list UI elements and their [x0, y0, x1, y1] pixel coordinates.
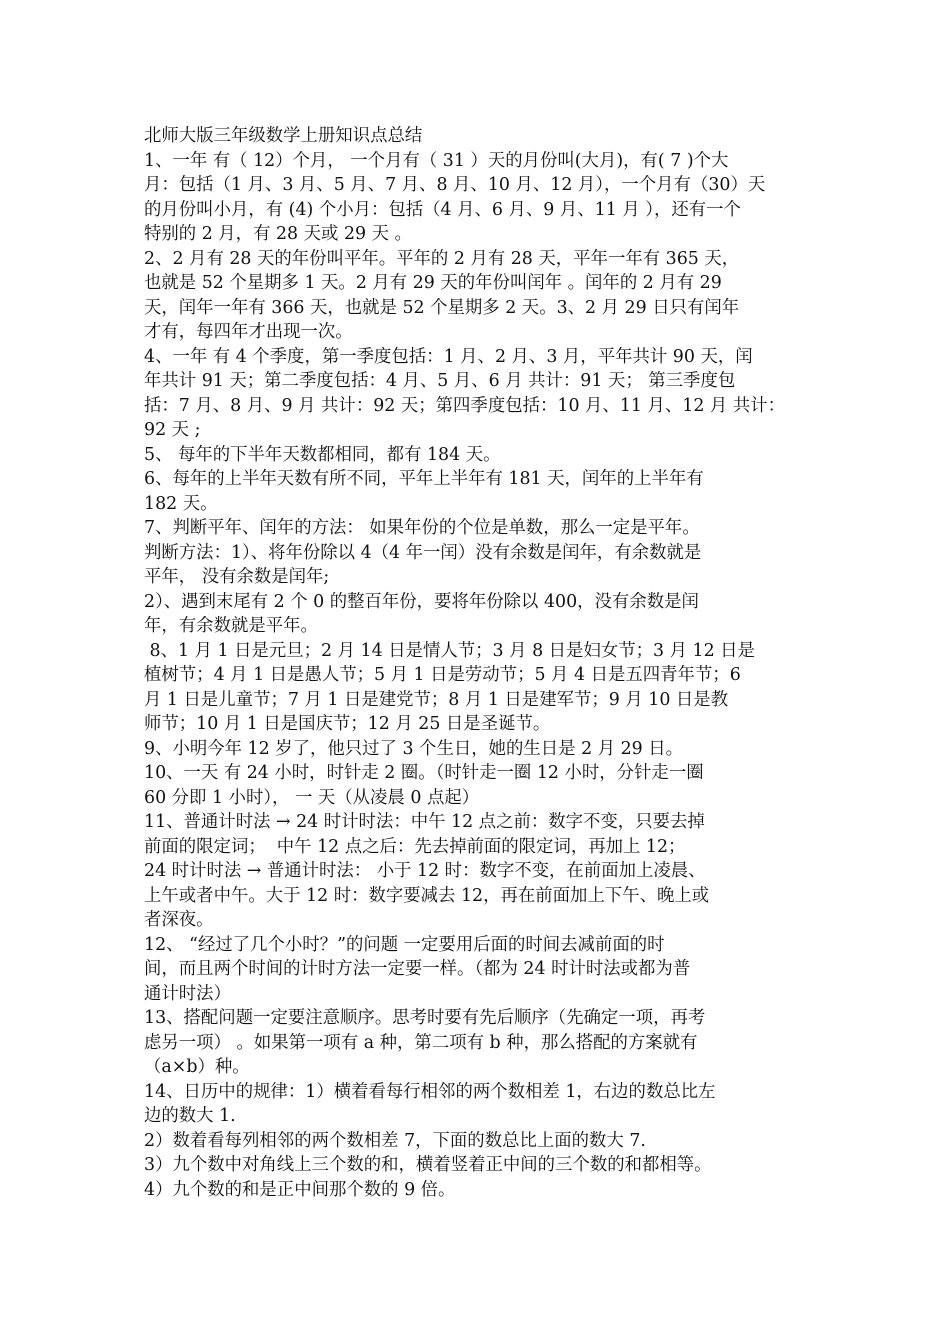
- text-line: 才有，每四年才出现一次。: [144, 322, 353, 342]
- text-line: 2、2 月有 28 天的年份叫平年。平年的 2 月有 28 天，平年一年有 365 天，: [144, 248, 740, 269]
- text-line: 上午或者中午。大于 12 时：数字要减去 12，再在前面加上下午、晚上或: [144, 885, 710, 906]
- text-line: 虑另一项） 。如果第一项有 a 种，第二项有 b 种，那么搭配的方案就有: [144, 1032, 698, 1053]
- text-line: 边的数大 1.: [144, 1106, 236, 1126]
- text-line: 24 时计时法 → 普通计时法： 小于 12 时：数字不变，在前面加上凌晨、: [144, 861, 706, 881]
- document-body: [144, 124, 816, 1202]
- text-line: 10、一天 有 24 小时，时针走 2 圈。（时针走一圈 12 小时，分针走一圈: [144, 763, 704, 783]
- text-line: 年，有余数就是平年。: [144, 616, 318, 636]
- text-line: 2）、遇到末尾有 2 个 0 的整百年份，要将年份除以 400，没有余数是闰: [144, 591, 699, 612]
- text-line: 4、一年 有 4 个季度，第一季度包括：1 月、2 月、3 月，平年共计 90 天，闰: [144, 346, 753, 367]
- text-line: 2）数着看每列相邻的两个数相差 7，下面的数总比上面的数大 7.: [144, 1130, 646, 1151]
- text-line: 间，而且两个时间的计时方法一定要一样。（都为 24 时计时法或都为普: [144, 959, 691, 979]
- text-line: 括：7 月、8 月、9 月 共计：92 天；第四季度包括：10 月、11 月、12 月 共计：: [144, 395, 786, 416]
- text-line: 4）九个数的和是正中间那个数的 9 倍。: [144, 1179, 456, 1200]
- text-line: 14、日历中的规律：1）横着看每行相邻的两个数相差 1，右边的数总比左: [144, 1081, 716, 1102]
- text-line: 判断方法：1）、将年份除以 4（4 年一闰）没有余数是闰年，有余数就是: [144, 542, 702, 563]
- text-line: 1、一年 有（ 12）个月， 一个月有（ 31 ）天的月份叫(大月)，有( 7 )个大: [144, 150, 729, 171]
- text-line: 天，闰年一年有 366 天，也就是 52 个星期多 2 天。3、2 月 29 日只有闰年: [144, 297, 740, 318]
- text-line: 植树节；4 月 1 日是愚人节；5 月 1 日是劳动节；5 月 4 日是五四青年节；6: [144, 665, 741, 685]
- text-line: （a×b）种。: [144, 1057, 250, 1077]
- text-line: 通计时法）: [144, 983, 231, 1004]
- text-line: 的月份叫小月，有 (4) 个小月：包括（4 月、6 月、9 月、11 月 ），还有一个: [144, 199, 741, 220]
- text-line: 6、每年的上半年天数有所不同，平年上半年有 181 天，闰年的上半年有: [144, 469, 704, 489]
- text-line: 7、判断平年、闰年的方法： 如果年份的个位是单数，那么一定是平年。: [144, 518, 700, 538]
- document-title: 北师大版三年级数学上册知识点总结: [144, 126, 423, 146]
- text-line: 年共计 91 天；第二季度包括：4 月、5 月、6 月 共计：91 天； 第三季度包: [144, 371, 736, 391]
- text-line: 5、 每年的下半年天数都相同，都有 184 天。: [144, 444, 501, 465]
- text-line: 9、小明今年 12 岁了，他只过了 3 个生日，她的生日是 2 月 29 日。: [144, 738, 684, 759]
- text-line: 13、搭配问题一定要注意顺序。思考时要有先后顺序（先确定一项，再考: [144, 1008, 706, 1028]
- text-line: 师节；10 月 1 日是国庆节；12 月 25 日是圣诞节。: [144, 714, 551, 734]
- text-line: 月 1 日是儿童节；7 月 1 日是建党节；8 月 1 日是建军节；9 月 10 日是教: [144, 689, 729, 710]
- text-line: 前面的限定词； 中午 12 点之后：先去掉前面的限定词，再加上 12；: [144, 836, 686, 857]
- text-line: 特别的 2 月，有 28 天或 29 天 。: [144, 224, 412, 244]
- text-line: 月：包括（1 月、3 月、5 月、7 月、8 月、10 月、12 月），一个月有（30）天: [144, 175, 766, 195]
- text-line: 182 天。: [144, 493, 218, 514]
- text-line: 3）九个数中对角线上三个数的和，横着竖着正中间的三个数的和都相等。: [144, 1155, 712, 1175]
- text-line: 也就是 52 个星期多 1 天。2 月有 29 天的年份叫闰年 。闰年的 2 月有 29: [144, 273, 722, 293]
- text-line: 60 分即 1 小时）， 一 天（从凌晨 0 点起）: [144, 787, 480, 808]
- text-line: 12、 “经过了几个小时？”的问题 一定要用后面的时间去减前面的时: [144, 934, 665, 955]
- text-line: 92 天 ;: [144, 420, 201, 440]
- text-line: 平年， 没有余数是闰年;: [144, 567, 330, 587]
- text-line: 8、1 月 1 日是元旦；2 月 14 日是情人节；3 月 8 日是妇女节；3 月 12 日是: [144, 640, 755, 661]
- text-line: 11、普通计时法 → 24 时计时法：中午 12 点之前：数字不变，只要去掉: [144, 812, 705, 832]
- text-line: 者深夜。: [144, 910, 214, 930]
